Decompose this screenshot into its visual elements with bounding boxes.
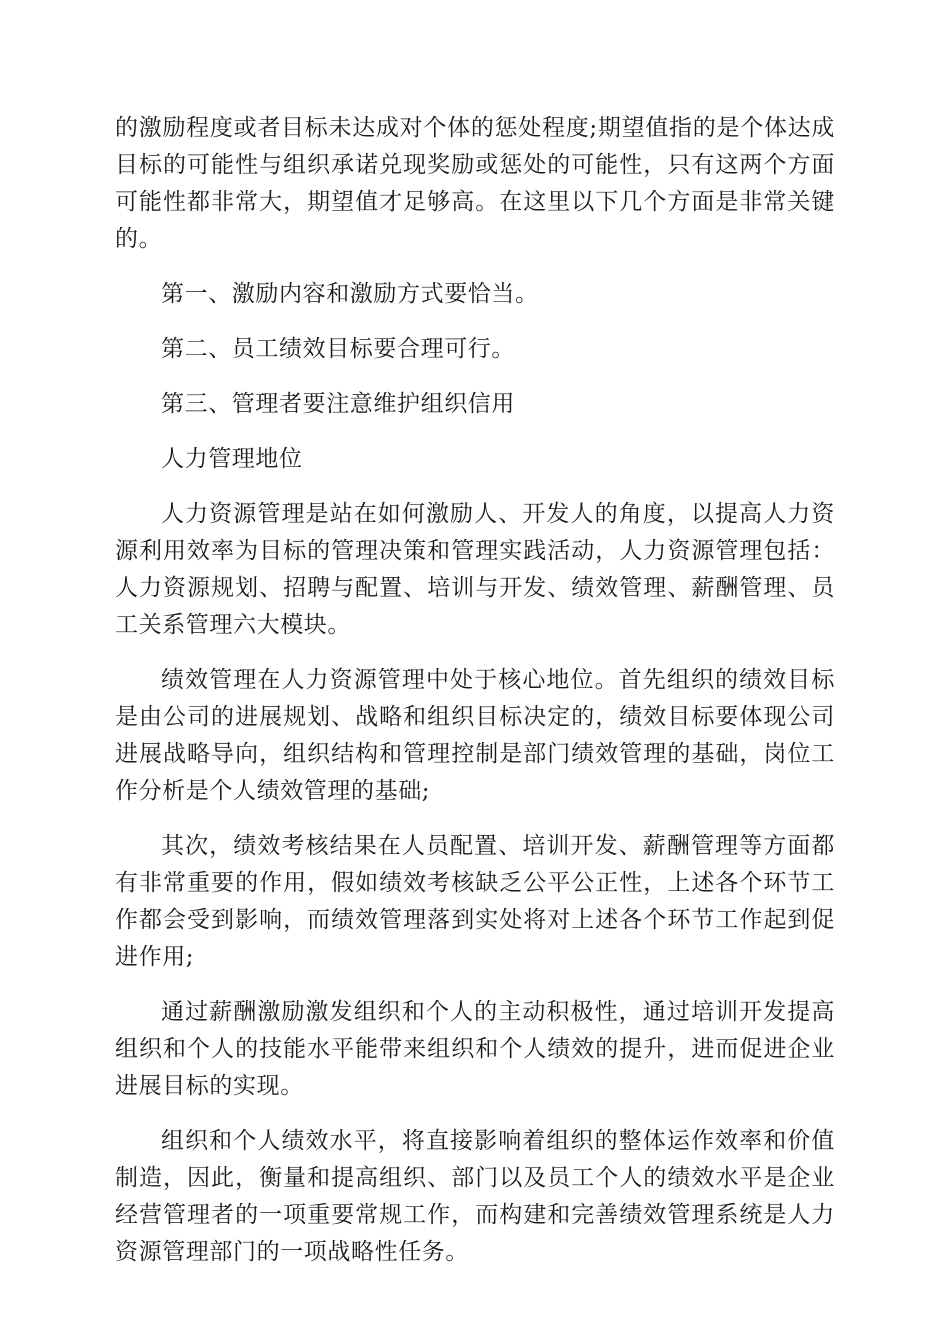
list-item-first: 第一、激励内容和激励方式要恰当。 <box>161 281 539 307</box>
paragraph-appraisal-results: 其次，绩效考核结果在人员配置、培训开发、薪酬管理等方面都有非常重要的作用，假如绩效考核缺乏公平公正性，上述各个环节工作都会受到影响，而绩效管理落到实处将对上述各个环节工作起到促进作用; <box>115 833 835 970</box>
document-body <box>115 110 835 1289</box>
paragraph-compensation-training: 通过薪酬激励激发组织和个人的主动积极性，通过培训开发提高组织和个人的技能水平能带来组织和个人绩效的提升，进而促进企业进展目标的实现。 <box>115 999 835 1099</box>
paragraph-hrm-definition: 人力资源管理是站在如何激励人、开发人的角度，以提高人力资源利用效率为目标的管理决策和管理实践活动，人力资源管理包括：人力资源规划、招聘与配置、培训与开发、绩效管理、薪酬管理、员工关系管理六大模块。 <box>115 501 835 638</box>
list-item-second: 第二、员工绩效目标要合理可行。 <box>161 336 515 362</box>
paragraph-continuation: 的激励程度或者目标未达成对个体的惩处程度;期望值指的是个体达成目标的可能性与组织承诺兑现奖励或惩处的可能性，只有这两个方面可能性都非常大，期望值才足够高。在这里以下几个方面是非常关键的。 <box>115 115 835 252</box>
section-heading: 人力管理地位 <box>161 446 303 472</box>
list-item-third: 第三、管理者要注意维护组织信用 <box>161 391 515 417</box>
paragraph-performance-level: 组织和个人绩效水平，将直接影响着组织的整体运作效率和价值制造，因此，衡量和提高组织、部门以及员工个人的绩效水平是企业经营管理者的一项重要常规工作，而构建和完善绩效管理系统是人力资源管理部门的一项战略性任务。 <box>115 1128 835 1265</box>
paragraph-performance-core: 绩效管理在人力资源管理中处于核心地位。首先组织的绩效目标是由公司的进展规划、战略和组织目标决定的，绩效目标要体现公司进展战略导向，组织结构和管理控制是部门绩效管理的基础，岗位工作分析是个人绩效管理的基础; <box>115 667 835 804</box>
